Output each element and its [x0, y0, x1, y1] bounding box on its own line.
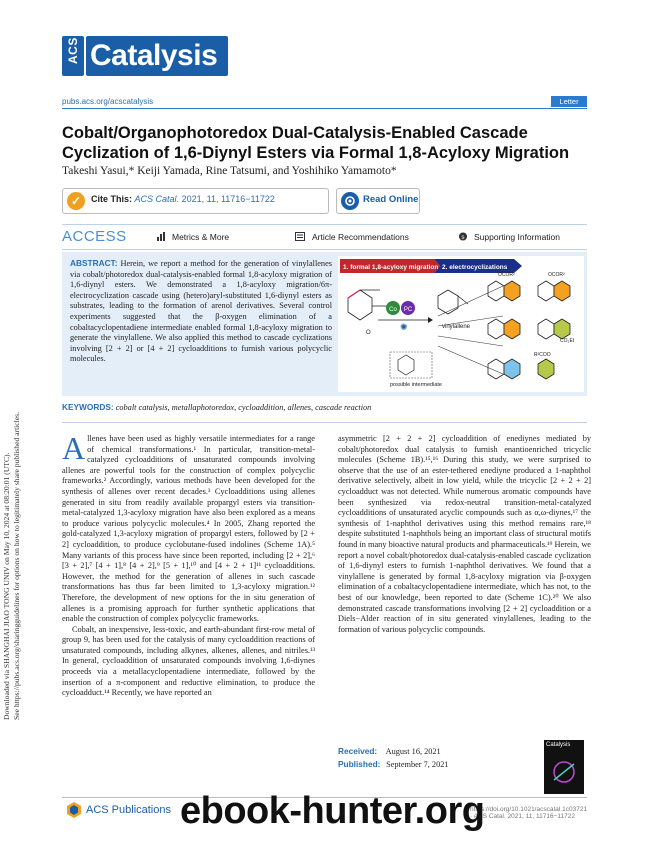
read-online-button[interactable]	[336, 188, 420, 214]
toc-graphic	[338, 256, 584, 392]
cite-reference[interactable]: 2021, 11, 11716−11722	[181, 194, 275, 204]
published-label: Published:	[338, 759, 381, 769]
paragraph-3: asymmetric [2 + 2 + 2] cycloaddition of enediynes mediated by cobalt/photoredox dual catalysis to furnish enantioenriched tricyclic molecules (Scheme 1B).¹⁵,¹⁶ During this study, we were surprised to observe that the use of an ester-tethered enediyne produced a 1-naphthol derivative selectively, albeit in low yield, while the tricyclic [2 + 2 + 2] cycloadduct was not detected. While numerous aromatic compounds have been synthesized via redox-neutral transition-metal-catalyzed cycloadditions of unsaturated acyclic compounds such as α,ω-diynes,¹⁷ the synthesis of 1-naphthol derivatives using this method remains rare,¹⁸ despite substituted 1-naphthols being an important class of structural motifs found in many bioactive natural products and pharmaceuticals.¹⁹ Herein, we report a novel cobalt/photoredox dual-catalysis-enabled cascade cyclization of 1,6-diynyl esters to furnish 1-naphthol derivatives. We found that a vinylallene is generated by formal 1,8-acyloxy migration via β-oxygen elimination of a cobaltacyclopentadiene intermediate, which has not, to the best of our knowledge, been reported to date (Scheme 1C).²⁰ We also demonstrated cascade transformations involving [2 + 2] cycloaddition or a Diels−Alder reaction of in situ generated vinylallenes, leading to the formation of various polycyclic compounds.	[338, 434, 591, 634]
publisher-name: ACS Publications	[86, 804, 171, 816]
download-line-2: See https://pubs.acs.org/sharingguidelines for options on how to legitimately share published articles.	[12, 412, 21, 720]
toc-vinylallene: vinylallene	[442, 324, 471, 330]
article-type-badge: Letter	[551, 96, 587, 107]
journal-logo-acs: ACS	[62, 36, 84, 76]
abstract-box	[62, 252, 587, 396]
received-label: Received:	[338, 746, 378, 756]
cite-this-box[interactable]	[62, 188, 329, 214]
body-column-left	[62, 430, 315, 699]
body-column-right	[338, 434, 591, 635]
journal-cover-image: Catalysis	[544, 740, 584, 794]
paragraph-2: Cobalt, an inexpensive, less-toxic, and earth-abundant first-row metal of group 9, has been used for the catalysis of many cycloaddition reactions of unsaturated compounds, including alkynes, alkenes, allenes, and nitriles.¹³ In general, cycloaddition of unsaturated compounds involving 1,6-diynes proceeds via a metallacyclopentadiene intermediate, followed by the insertion of a π-component and reductive elimination, to produce the cycloadduct.¹⁴ Recently, we have reported an	[62, 624, 315, 698]
svg-text:✺: ✺	[400, 322, 408, 332]
header-divider	[62, 108, 587, 109]
article-dates	[338, 745, 449, 771]
download-stamp	[2, 250, 22, 730]
cite-label: Cite This:	[91, 194, 133, 204]
acs-publications-logo	[66, 802, 82, 823]
read-online-icon	[341, 192, 359, 210]
paragraph-1: Allenes have been used as highly versatile intermediates for a range of chemical transformations.¹ In particular, transition-metal-catalyzed cycloadditions of unsaturated compounds involving allenes are powerful tools for the construction of complex polycyclic frameworks.² Accordingly, various methods have been developed for the synthesis of allenes over recent decades.³ Cycloadditions using allenes generated in situ from readily available propargyl esters via transition-metal-catalyzed 1,3-acyloxy migration have also been explored as a means to produce various polycyclic molecules.⁴ In 2005, Zhang reported the gold-catalyzed 1,3-acyloxy migration of propargyl esters, followed by [2 + 2] cycloaddition, to produce cyclobutane-fused indolines (Scheme 1A).⁵ Many variants of this process have since been reported, including [2 + 2],⁶ [3 + 2],⁷ [4 + 1],⁸ [4 + 2],⁹ [5 + 1],¹⁰ and [4 + 2 + 1]¹¹ cycloadditions. However, the method for the generation of allenes in such cascade transformations has thus far been limited to 1,3-acyloxy migration.¹² Therefore, the development of new options for the in situ generation of allenes is a promising approach for further synthetic applications that enable the construction of complex polycyclic frameworks.	[62, 430, 315, 624]
acs-hexagon-icon	[66, 802, 82, 818]
toc-co: Co	[389, 307, 397, 313]
access-heading: ACCESS	[62, 228, 127, 245]
recommendations-icon	[295, 232, 305, 241]
received-date: August 16, 2021	[385, 747, 441, 756]
access-bar	[62, 224, 587, 250]
metrics-link[interactable]: Metrics & More	[172, 232, 230, 242]
toc-co2et: CO₂Et	[560, 338, 575, 344]
svg-text:O: O	[366, 330, 371, 336]
toc-ocor2-b: OCOR²	[548, 272, 565, 278]
read-online-label: Read Online	[363, 194, 419, 205]
cite-journal[interactable]: ACS Catal.	[134, 194, 180, 204]
toc-step2: 2. electrocyclizations	[442, 264, 508, 271]
download-line-1: Downloaded via SHANGHAI JIAO TONG UNIV on May 10, 2024 at 08:20:01 (UTC).	[2, 452, 11, 720]
abstract-text: ABSTRACT: Herein, we report a method for the generation of vinylallenes via cobalt/photoredox dual-catalysis-enabled formal 1,8-acyloxy migration of 1,6-diynyl esters. We demonstrated a 1,8-acyloxy migration/6π-electrocyclization cascade using (hetero)aryl-substituted 1,6-diynyl esters as substrates, leading to the formation of arenol derivatives. Several control experiments suggested that the β-oxygen elimination of a cobaltacyclopentadiene intermediate enabled formal 1,8-acyloxy migration to generate the vinylallene. We also applied this method to cascade cyclizations involving [2 + 2] or [4 + 2] cycloadditions to furnish various polycyclic molecules.	[70, 258, 332, 364]
article-title: Cobalt/Organophotoredox Dual-Catalysis-Enabled Cascade Cyclization of 1,6-Diynyl Esters via Formal 1,8-Acyloxy Migration	[62, 124, 570, 162]
svg-text:s: s	[461, 233, 465, 241]
check-icon: ✓	[67, 192, 85, 210]
supporting-info-link[interactable]: Supporting Information	[474, 232, 560, 242]
keywords: KEYWORDS: cobalt catalysis, metallaphotoredox, cycloaddition, allenes, cascade reaction	[62, 402, 372, 412]
toc-step1: 1. formal 1,8-acyloxy migration	[343, 264, 439, 271]
toc-r2coo: R²COO	[534, 352, 551, 358]
journal-logo: Catalysis	[86, 36, 228, 76]
metrics-icon	[157, 232, 167, 241]
author-list: Takeshi Yasui,* Keiji Yamada, Rine Tatsumi, and Yoshihiko Yamamoto*	[62, 165, 397, 177]
toc-pc: PC	[403, 307, 413, 313]
toc-possible-intermediate: possible intermediate	[390, 382, 442, 388]
supporting-info-icon	[458, 232, 468, 241]
journal-url[interactable]: pubs.acs.org/acscatalysis	[62, 97, 154, 106]
dropcap: A	[62, 430, 86, 466]
footer-doi[interactable]: https://doi.org/10.1021/acscatal.1c03721 · ACS Catal. 2021, 11, 11716−11722	[470, 806, 588, 820]
watermark: ebook-hunter.org	[180, 790, 485, 832]
keywords-divider	[62, 422, 587, 423]
published-date: September 7, 2021	[386, 760, 449, 769]
recommendations-link[interactable]: Article Recommendations	[312, 232, 409, 242]
toc-ocor2-a: OCOR²	[498, 272, 515, 278]
